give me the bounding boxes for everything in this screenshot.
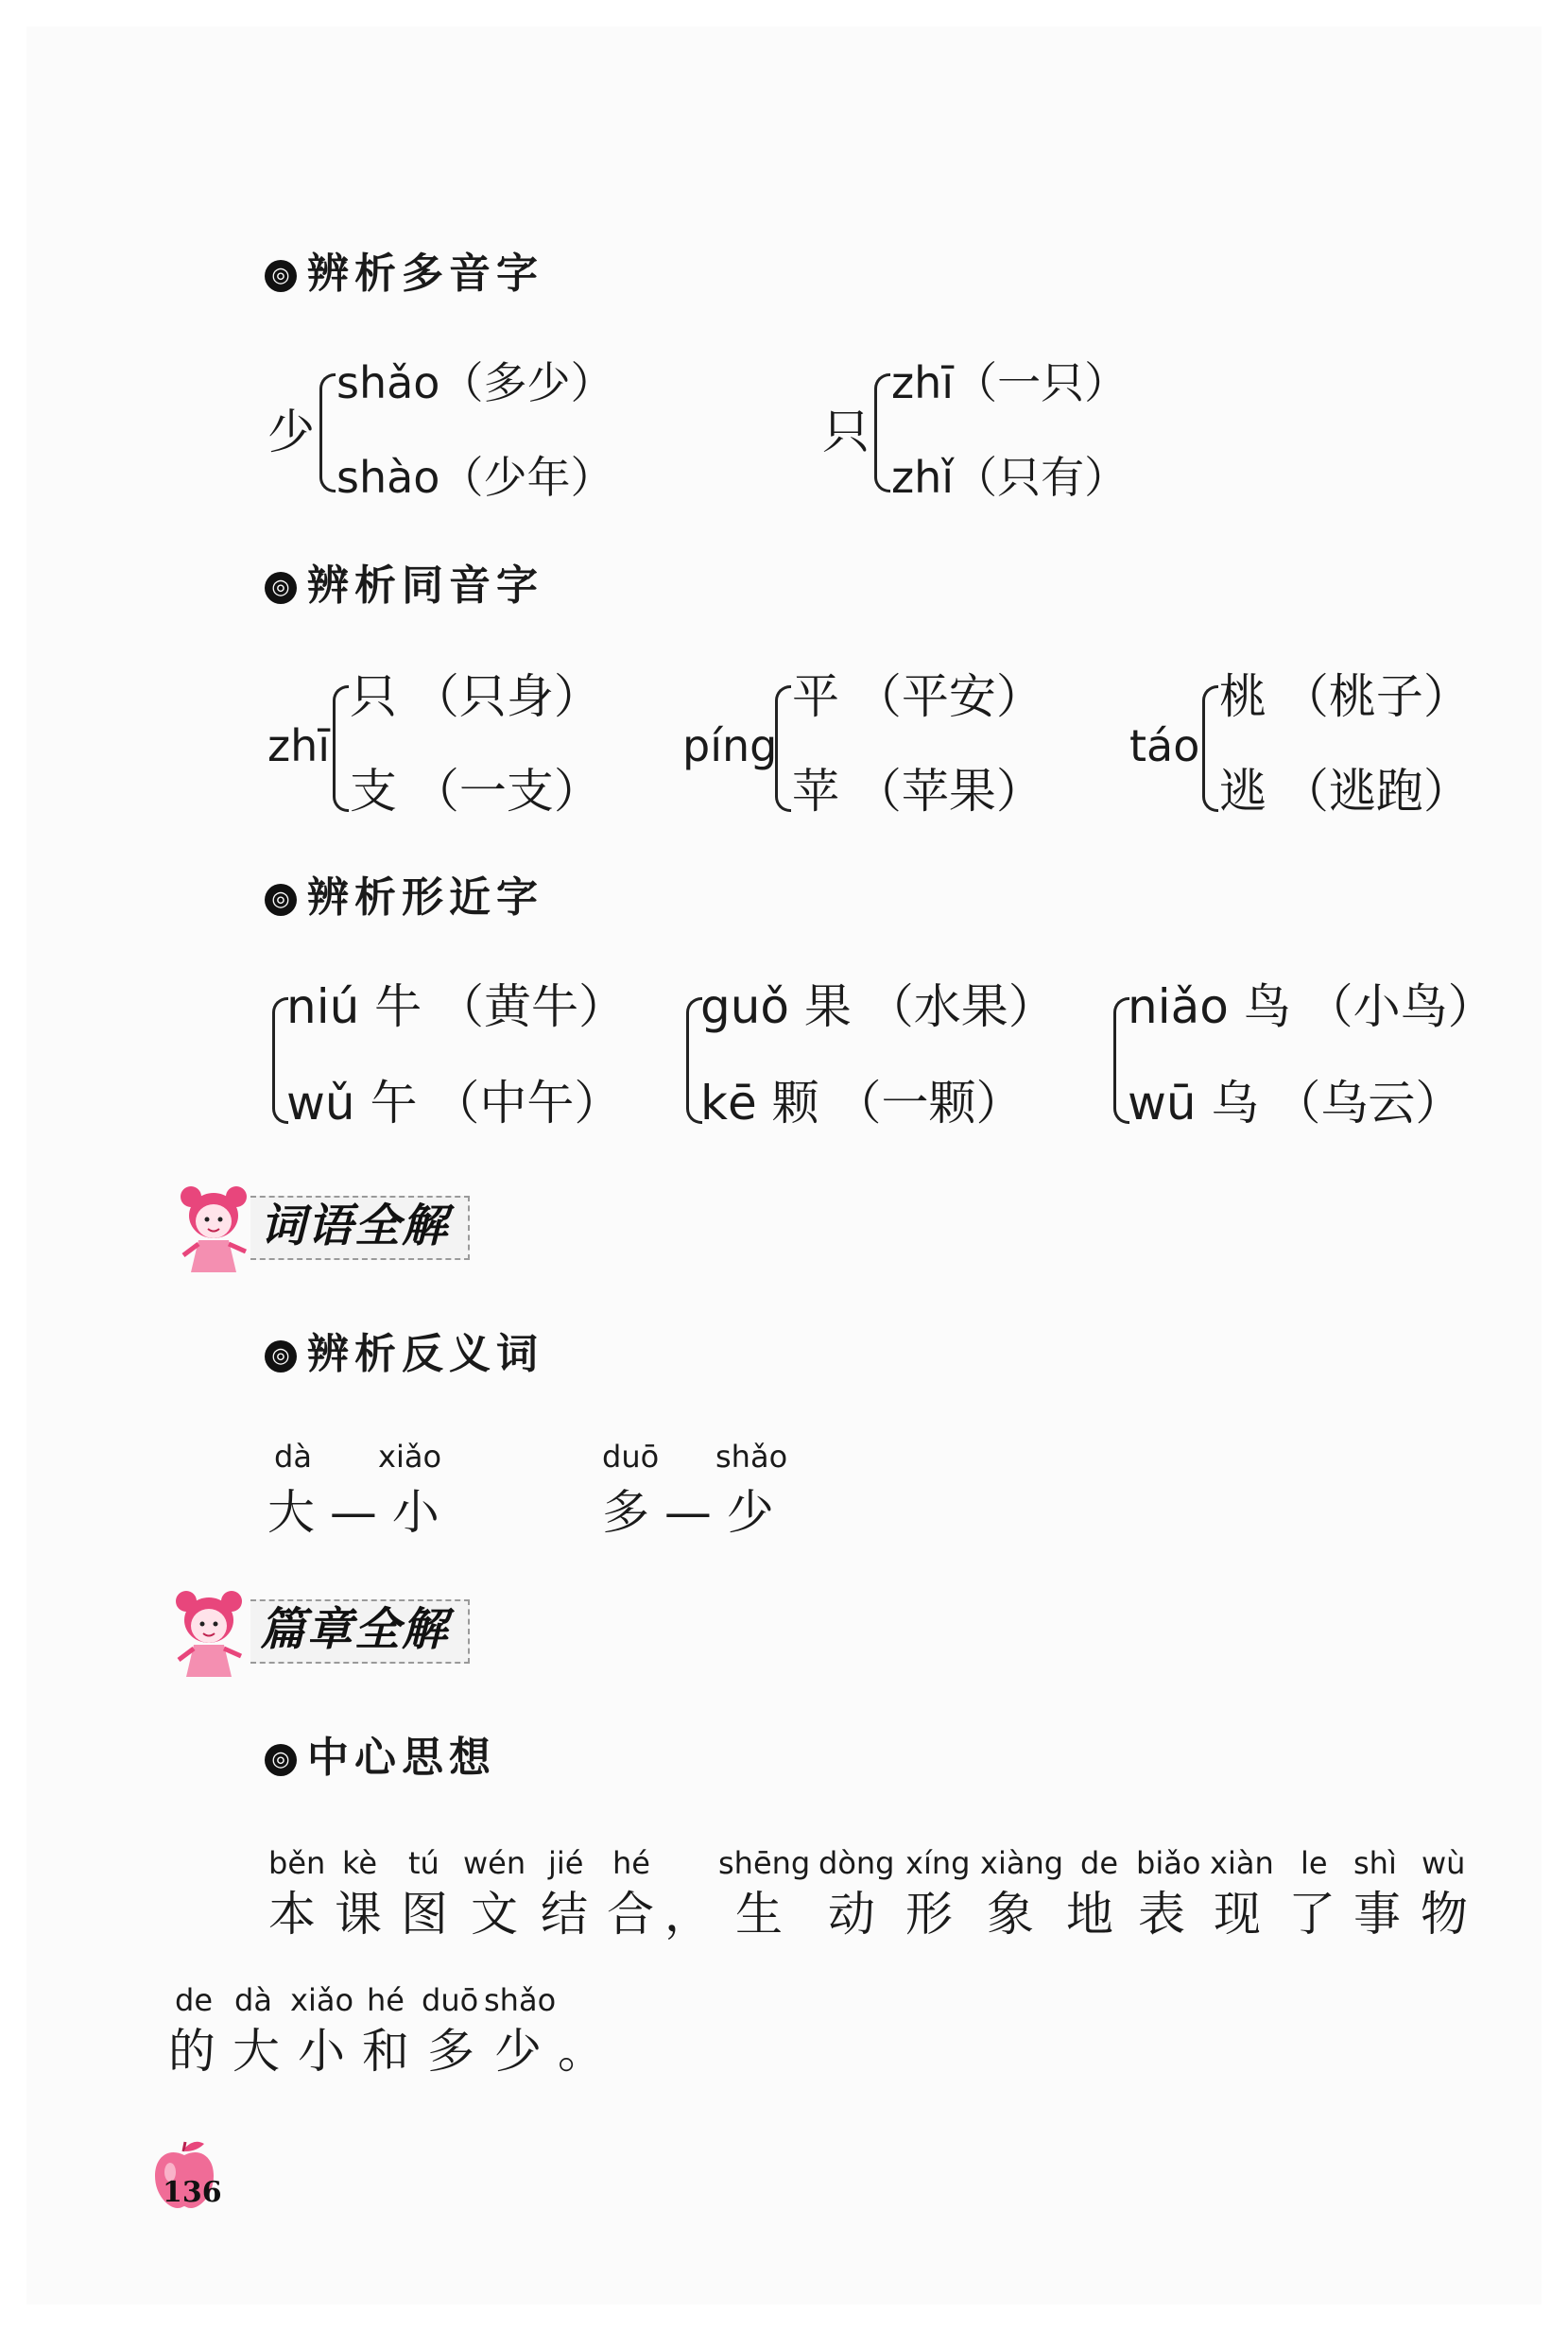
homophone-option: 只 （只身） (350, 669, 601, 724)
brace (319, 373, 336, 492)
girl-mascot-icon (165, 1586, 255, 1681)
body-char: 结 (541, 1887, 588, 1942)
banner-label-chapter: 篇章全解 (260, 1603, 450, 1656)
bullet-icon: ◎ (265, 1340, 297, 1373)
ruby-pinyin: duō (422, 1982, 479, 2018)
similar-char-row: guǒ 果 （水果） (700, 979, 1056, 1034)
section-title-homophone: 辨析同音字 (307, 561, 543, 610)
ruby-pinyin: jié (548, 1845, 584, 1881)
body-char: 。 (558, 2024, 605, 2079)
reading: zhǐ（只有） (891, 452, 1129, 503)
body-char: 和 (362, 2024, 409, 2079)
ruby-pinyin: shì (1353, 1845, 1397, 1881)
ruby-pinyin: biǎo (1136, 1845, 1201, 1881)
body-char: 了 (1288, 1887, 1335, 1942)
body-char: 多 (427, 2024, 474, 2079)
section-title-antonym: 辨析反义词 (307, 1330, 543, 1378)
antonym-pinyin: dà (274, 1439, 312, 1475)
homophone-option: 桃 （桃子） (1219, 669, 1471, 724)
antonym-pair: 多 — 少 (602, 1485, 774, 1540)
reading: shǎo（多少） (336, 357, 614, 408)
ruby-pinyin: xiàng (980, 1845, 1064, 1881)
homophone-pinyin: píng (682, 720, 778, 771)
similar-char-row: wū 乌 （乌云） (1128, 1076, 1463, 1131)
similar-char-row: niú 牛 （黄牛） (286, 979, 627, 1034)
ruby-pinyin: xiǎo (290, 1982, 354, 2018)
bullet-icon: ◎ (265, 260, 297, 292)
section-title-polyphone: 辨析多音字 (307, 250, 543, 298)
similar-char-row: niǎo 鸟 （小鸟） (1128, 979, 1495, 1034)
polyphone-char: 只 (822, 405, 870, 459)
ruby-pinyin: tú (408, 1845, 439, 1881)
body-char: 动 (828, 1887, 875, 1942)
body-char: ， (664, 1887, 712, 1942)
body-char: 地 (1066, 1887, 1113, 1942)
body-char: 小 (298, 2024, 345, 2079)
body-char: 表 (1138, 1887, 1185, 1942)
body-char: 本 (268, 1887, 316, 1942)
body-char: 现 (1214, 1887, 1261, 1942)
brace (874, 373, 890, 492)
body-char: 的 (168, 2024, 215, 2079)
body-char: 事 (1353, 1887, 1401, 1942)
brace (333, 685, 349, 812)
section-title-main-idea: 中心思想 (307, 1734, 496, 1782)
homophone-pinyin: zhī (267, 720, 331, 771)
similar-char-row: wǔ 午 （中午） (286, 1076, 622, 1131)
ruby-pinyin: dà (234, 1982, 272, 2018)
body-char: 生 (735, 1887, 783, 1942)
body-char: 形 (905, 1887, 953, 1942)
body-char: 图 (401, 1887, 448, 1942)
brace (775, 685, 791, 812)
antonym-pair: 大 — 小 (267, 1485, 439, 1540)
ruby-pinyin: shēng (718, 1845, 811, 1881)
homophone-option: 逃 （逃跑） (1219, 764, 1471, 819)
antonym-pinyin: duō (602, 1439, 660, 1475)
antonym-pinyin: shǎo (715, 1439, 788, 1475)
bullet-icon: ◎ (265, 1744, 297, 1776)
polyphone-char: 少 (267, 405, 315, 459)
ruby-pinyin: běn (268, 1845, 326, 1881)
ruby-pinyin: de (1080, 1845, 1118, 1881)
ruby-pinyin: hé (367, 1982, 405, 2018)
homophone-option: 平 （平安） (792, 669, 1043, 724)
ruby-pinyin: wén (463, 1845, 526, 1881)
brace (1202, 685, 1218, 812)
body-char: 物 (1421, 1887, 1468, 1942)
ruby-pinyin: wù (1422, 1845, 1466, 1881)
body-char: 少 (494, 2024, 542, 2079)
bullet-icon: ◎ (265, 884, 297, 916)
banner-label-vocabulary: 词语全解 (260, 1200, 450, 1252)
page (26, 26, 1542, 2305)
homophone-option: 支 （一支） (350, 764, 601, 819)
similar-char-row: kē 颗 （一颗） (700, 1076, 1024, 1131)
ruby-pinyin: de (175, 1982, 213, 2018)
bullet-icon: ◎ (265, 572, 297, 604)
girl-mascot-icon (170, 1182, 260, 1276)
ruby-pinyin: xíng (905, 1845, 971, 1881)
ruby-pinyin: kè (342, 1845, 378, 1881)
section-title-similar-chars: 辨析形近字 (307, 873, 543, 922)
ruby-pinyin: dòng (818, 1845, 895, 1881)
body-char: 课 (335, 1887, 382, 1942)
ruby-pinyin: shǎo (484, 1982, 557, 2018)
page-number: 136 (163, 2176, 222, 2209)
antonym-pinyin: xiǎo (378, 1439, 442, 1475)
homophone-option: 苹 （苹果） (792, 764, 1043, 819)
reading: shào（少年） (336, 452, 614, 503)
body-char: 合 (607, 1887, 654, 1942)
reading: zhī（一只） (891, 357, 1129, 408)
homophone-pinyin: táo (1129, 720, 1200, 771)
ruby-pinyin: hé (612, 1845, 650, 1881)
body-char: 象 (987, 1887, 1034, 1942)
body-char: 大 (233, 2024, 280, 2079)
ruby-pinyin: le (1301, 1845, 1328, 1881)
ruby-pinyin: xiàn (1210, 1845, 1274, 1881)
body-char: 文 (471, 1887, 518, 1942)
